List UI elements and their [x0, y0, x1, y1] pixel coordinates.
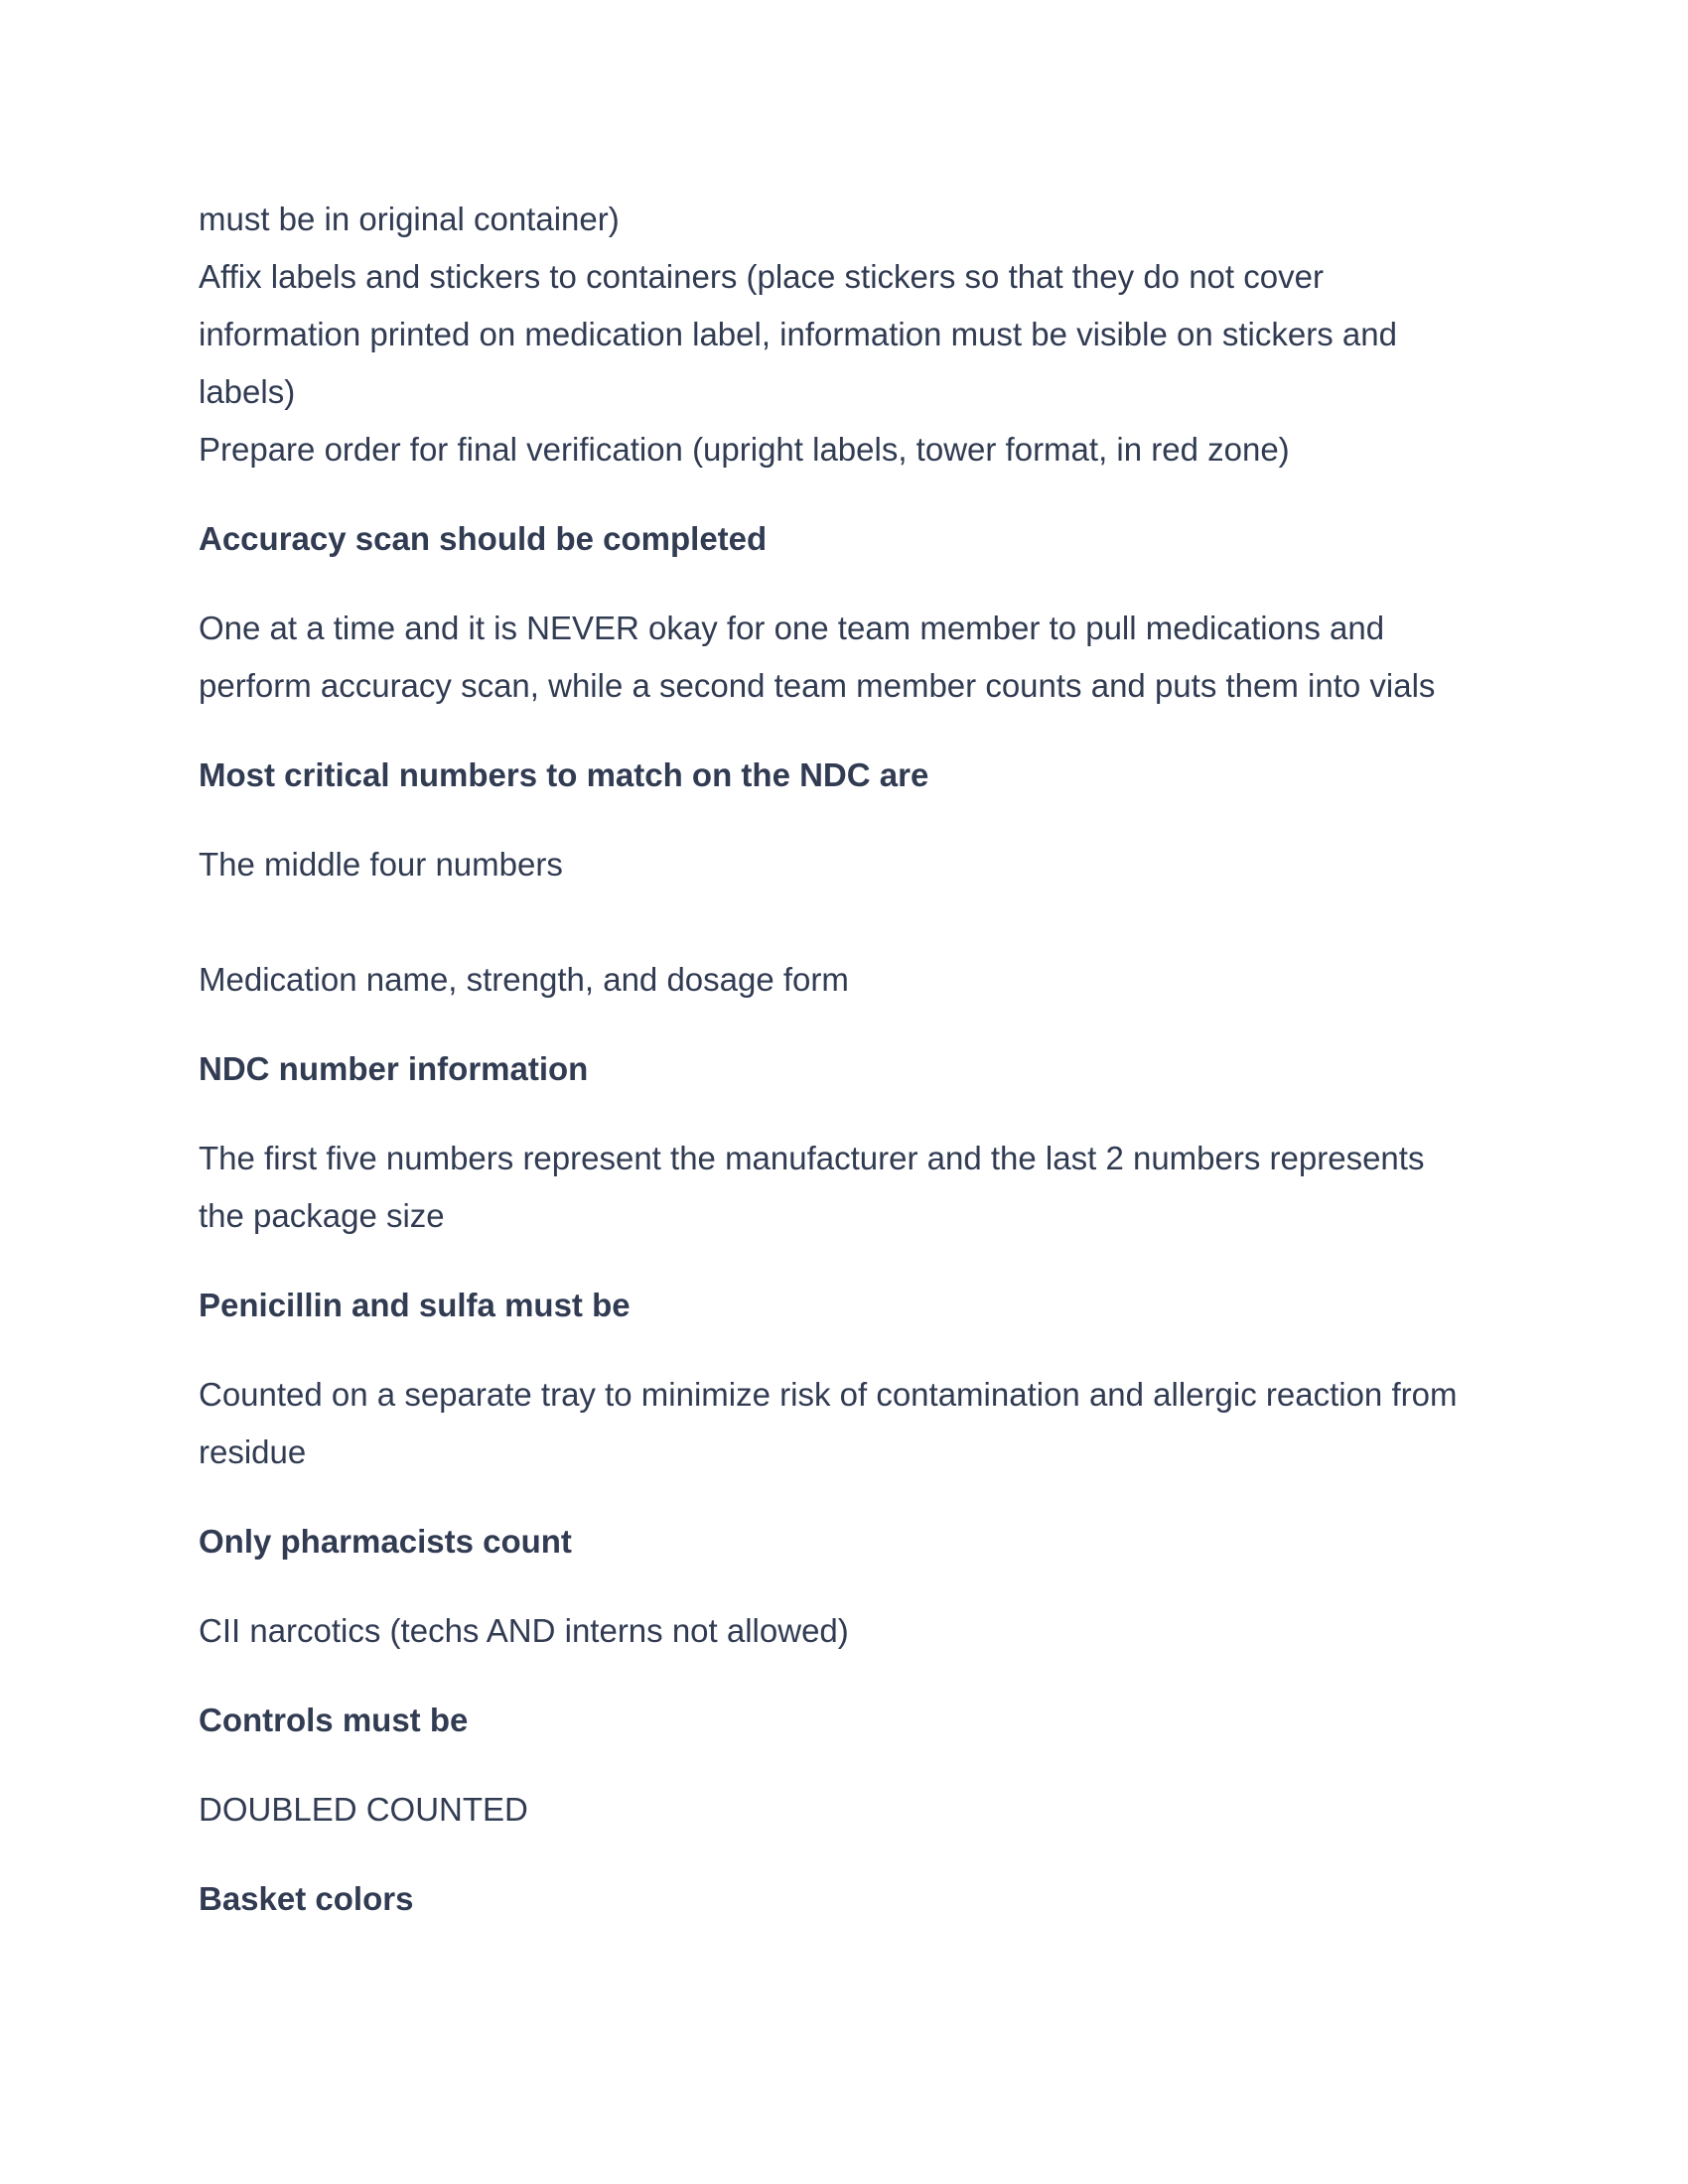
heading-line: Only pharmacists count	[199, 1523, 572, 1560]
section-heading	[199, 1692, 1499, 1749]
paragraph	[199, 600, 1499, 715]
text-line: Medication name, strength, and dosage form	[199, 961, 849, 998]
text-line: Affix labels and stickers to containers (place stickers so that they do not cover	[199, 258, 1324, 295]
section-heading	[199, 1040, 1499, 1098]
text-line: information printed on medication label, information must be visible on stickers and	[199, 316, 1397, 352]
section-heading	[199, 510, 1499, 568]
paragraph	[199, 191, 1499, 478]
text-line: The first five numbers represent the manufacturer and the last 2 numbers represents	[199, 1140, 1425, 1176]
heading-line: Basket colors	[199, 1880, 414, 1917]
text-line: Prepare order for final verification (upright labels, tower format, in red zone)	[199, 431, 1290, 468]
text-line: One at a time and it is NEVER okay for one team member to pull medications and	[199, 610, 1385, 646]
text-line: must be in original container)	[199, 201, 620, 237]
blank-line	[199, 893, 1499, 951]
text-line: The middle four numbers	[199, 846, 563, 883]
heading-line: Penicillin and sulfa must be	[199, 1287, 631, 1323]
paragraph	[199, 1130, 1499, 1245]
heading-line: Most critical numbers to match on the NDC are	[199, 756, 929, 793]
text-line: labels)	[199, 373, 296, 410]
section-heading	[199, 1277, 1499, 1334]
paragraph	[199, 1781, 1499, 1839]
text-line: DOUBLED COUNTED	[199, 1791, 528, 1828]
paragraph	[199, 1602, 1499, 1660]
paragraph	[199, 1366, 1499, 1481]
section-heading	[199, 1870, 1499, 1928]
text-line: residue	[199, 1433, 307, 1470]
heading-line: NDC number information	[199, 1050, 589, 1087]
section-heading	[199, 747, 1499, 804]
paragraph	[199, 836, 1499, 1009]
heading-line: Controls must be	[199, 1702, 469, 1738]
text-line: perform accuracy scan, while a second team member counts and puts them into vials	[199, 667, 1436, 704]
text-line: CII narcotics (techs AND interns not allowed)	[199, 1612, 849, 1649]
heading-line: Accuracy scan should be completed	[199, 520, 768, 557]
text-line: the package size	[199, 1197, 445, 1234]
section-heading	[199, 1513, 1499, 1570]
text-line: Counted on a separate tray to minimize risk of contamination and allergic reaction from	[199, 1376, 1458, 1413]
